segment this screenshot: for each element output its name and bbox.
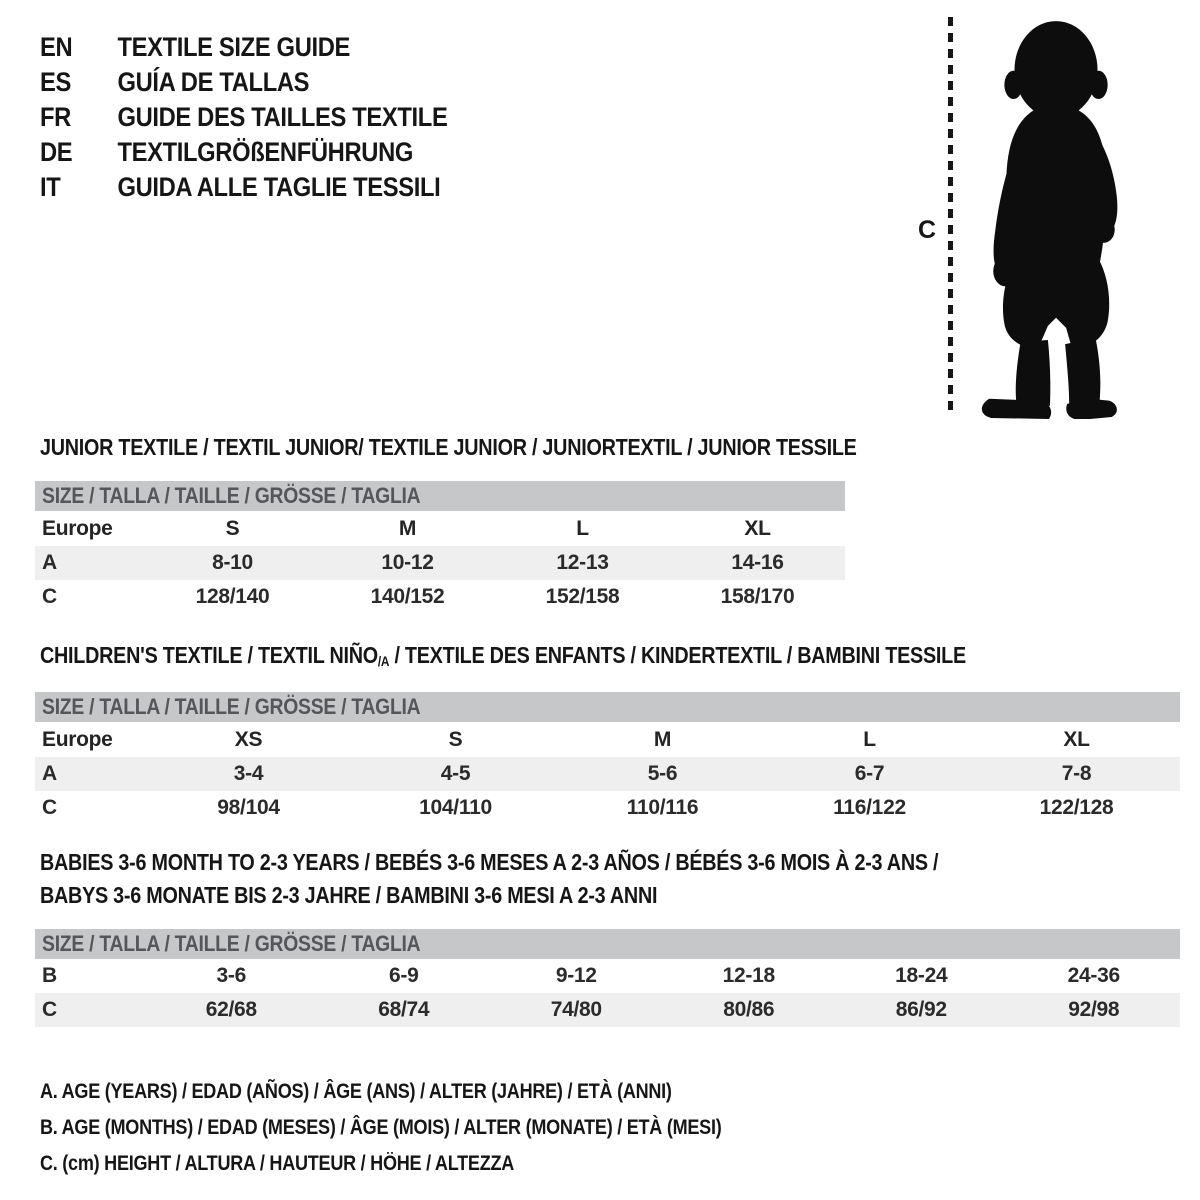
table-cell: 14-16: [731, 551, 784, 574]
children-height-row: [35, 791, 1180, 825]
children-title-text: CHILDREN'S TEXTILE / TEXTIL NIÑO: [40, 642, 378, 668]
table-cell: 122/128: [1039, 796, 1114, 819]
table-cell: 3-4: [233, 762, 264, 785]
size-column-header: XS: [234, 727, 263, 751]
babies-age-row: [35, 959, 1180, 993]
language-title: TEXTILE SIZE GUIDE: [117, 32, 351, 62]
language-code: ES: [40, 67, 71, 97]
row-label: A: [42, 762, 57, 785]
children-age-row: [35, 757, 1180, 791]
junior-header-row: [35, 511, 845, 546]
table-cell: 18-24: [895, 964, 948, 987]
language-row-en: [40, 30, 447, 65]
table-cell: 24-36: [1067, 964, 1120, 987]
table-cell: 6-7: [854, 762, 885, 785]
size-bar-label: SIZE / TALLA / TAILLE / GRÖSSE / TAGLIA: [42, 931, 421, 956]
junior-section-title: JUNIOR TEXTILE / TEXTIL JUNIOR/ TEXTILE JUNIOR / JUNIORTEXTIL / JUNIOR TESSILE: [40, 434, 857, 460]
table-cell: 68/74: [378, 998, 430, 1021]
children-title-text: / TEXTILE DES ENFANTS / KINDERTEXTIL / BAMBINI TESSILE: [389, 642, 966, 668]
size-bar-label: SIZE / TALLA / TAILLE / GRÖSSE / TAGLIA: [42, 483, 421, 508]
measure-legend: [40, 1074, 832, 1182]
table-cell: 7-8: [1061, 762, 1092, 785]
language-title: TEXTILGRÖßENFÜHRUNG: [117, 137, 414, 167]
table-cell: 116/122: [833, 796, 906, 819]
row-label: B: [42, 964, 57, 987]
size-column-header: S: [448, 727, 463, 751]
language-code: EN: [40, 32, 73, 62]
children-section-title: [40, 642, 966, 669]
language-title: GUIDE DES TAILLES TEXTILE: [117, 102, 448, 132]
legend-line-c: C. (cm) HEIGHT / ALTURA / HAUTEUR / HÖHE / ALTEZZA: [40, 1152, 515, 1175]
table-cell: 158/170: [720, 585, 795, 608]
junior-size-table: [35, 481, 845, 614]
size-column-header: M: [398, 516, 417, 540]
children-size-table: [35, 692, 1180, 825]
region-label: Europe: [42, 516, 113, 540]
children-title-subscript: /A: [377, 654, 390, 670]
row-label: A: [42, 551, 57, 574]
babies-size-bar: [35, 929, 1180, 959]
height-measure-dashed-line: [948, 17, 953, 415]
language-row-es: [40, 65, 447, 100]
table-cell: 74/80: [550, 998, 602, 1021]
babies-height-row: [35, 993, 1180, 1027]
table-cell: 128/140: [195, 585, 270, 608]
language-row-de: [40, 135, 447, 170]
children-header-row: [35, 722, 1180, 757]
language-title: GUÍA DE TALLAS: [117, 67, 310, 97]
size-column-header: L: [863, 727, 876, 751]
legend-line-b: B. AGE (MONTHS) / EDAD (MESES) / ÂGE (MOIS) / ALTER (MONATE) / ETÀ (MESI): [40, 1116, 722, 1139]
table-cell: 62/68: [205, 998, 257, 1021]
height-figure: [918, 12, 1158, 424]
size-column-header: XL: [1063, 727, 1090, 751]
table-cell: 3-6: [216, 964, 246, 987]
language-row-fr: [40, 100, 447, 135]
babies-section-title: [40, 846, 938, 912]
table-cell: 110/116: [626, 796, 699, 819]
table-cell: 6-9: [389, 964, 419, 987]
row-label: C: [42, 796, 57, 819]
table-cell: 104/110: [419, 796, 492, 819]
table-cell: 98/104: [217, 796, 280, 819]
toddler-silhouette-icon: [966, 14, 1144, 419]
table-cell: 12-13: [556, 551, 609, 574]
table-cell: 140/152: [370, 585, 445, 608]
row-label: C: [42, 585, 57, 608]
junior-size-bar: [35, 481, 845, 511]
language-code: DE: [40, 137, 73, 167]
table-cell: 152/158: [545, 585, 620, 608]
children-size-bar: [35, 692, 1180, 722]
table-cell: 12-18: [722, 964, 775, 987]
table-cell: 8-10: [212, 551, 253, 574]
size-bar-label: SIZE / TALLA / TAILLE / GRÖSSE / TAGLIA: [42, 694, 421, 719]
size-column-header: L: [576, 516, 589, 540]
junior-height-row: [35, 580, 845, 614]
region-label: Europe: [42, 727, 113, 751]
table-cell: 86/92: [895, 998, 947, 1021]
row-label: C: [42, 998, 57, 1021]
size-column-header: M: [653, 727, 672, 751]
language-code: IT: [40, 172, 61, 202]
table-cell: 10-12: [381, 551, 434, 574]
table-cell: 4-5: [440, 762, 471, 785]
language-code: FR: [40, 102, 71, 132]
table-cell: 9-12: [555, 964, 597, 987]
language-row-it: [40, 170, 447, 205]
language-title-list: [40, 30, 503, 205]
legend-line-a: A. AGE (YEARS) / EDAD (AÑOS) / ÂGE (ANS) / ALTER (JAHRE) / ETÀ (ANNI): [40, 1080, 672, 1103]
junior-age-row: [35, 546, 845, 580]
table-cell: 92/98: [1068, 998, 1120, 1021]
language-title: GUIDA ALLE TAGLIE TESSILI: [117, 172, 441, 202]
table-cell: 5-6: [647, 762, 678, 785]
size-column-header: S: [225, 516, 240, 540]
table-cell: 80/86: [723, 998, 775, 1021]
babies-title-line2: BABYS 3-6 MONATE BIS 2-3 JAHRE / BAMBINI 3-6 MESI A 2-3 ANNI: [40, 882, 658, 908]
height-measure-label: C: [918, 216, 937, 244]
babies-size-table: [35, 929, 1180, 1027]
babies-title-line1: BABIES 3-6 MONTH TO 2-3 YEARS / BEBÉS 3-6 MESES A 2-3 AÑOS / BÉBÉS 3-6 MOIS À 2-3 ANS /: [40, 849, 939, 875]
size-column-header: XL: [744, 516, 771, 540]
